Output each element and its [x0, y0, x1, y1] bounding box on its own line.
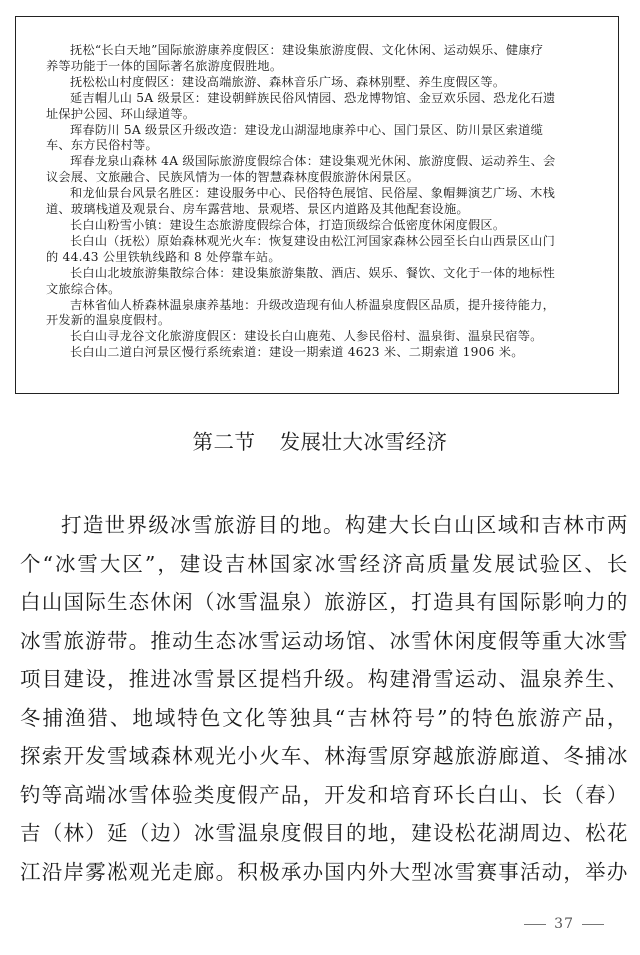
- paragraph-line: 冬捕渔猎、地域特色文化等独具“吉林符号”的特色旅游产品，: [20, 705, 628, 730]
- box-line: 议会展、文旅融合、民族风情为一体的智慧森林度假旅游休闲景区。: [46, 170, 420, 185]
- box-line: 抚松松山村度假区：建设高端旅游、森林音乐广场、森林别墅、养生度假区等。: [70, 74, 506, 89]
- section-heading: [0, 425, 640, 455]
- page-number: [516, 916, 612, 932]
- box-line: 的 44.43 公里铁轨线路和 8 处停靠车站。: [46, 249, 281, 264]
- page-number-value: 37: [554, 916, 574, 932]
- paragraph-line: 个“冰雪大区”，建设吉林国家冰雪经济高质量发展试验区、长: [20, 551, 628, 576]
- paragraph-line: 打造世界级冰雪旅游目的地。构建大长白山区域和吉林市两: [61, 513, 628, 537]
- paragraph-line: 白山国际生态休闲（冰雪温泉）旅游区，打造具有国际影响力的: [20, 590, 628, 614]
- box-line: 和龙仙景台风景名胜区：建设服务中心、民俗特色展馆、民俗屋、象帽舞演艺广场、木栈: [70, 186, 556, 201]
- box-line: 长白山（抚松）原始森林观光火车：恢复建设由松江河国家森林公园至长白山西景区山门: [70, 233, 556, 248]
- box-line: 长白山二道白河景区慢行系统索道：建设一期索道 4623 米、二期索道 1906 米。: [70, 345, 524, 360]
- box-line: 长白山北坡旅游集散综合体：建设集旅游集散、酒店、娱乐、餐饮、文化于一体的地标性: [70, 265, 556, 280]
- paragraph-line: 项目建设，推进冰雪景区提档升级。构建滑雪运动、温泉养生、: [20, 667, 628, 691]
- box-line: 抚松“长白天地”国际旅游康养度假区：建设集旅游度假、文化休闲、运动娱乐、健康疗: [70, 43, 544, 57]
- section-number: 第二节: [192, 430, 256, 454]
- box-line: 长白山粉雪小镇：建设生态旅游度假综合体，打造顶级综合低密度休闲度假区。: [70, 217, 506, 232]
- box-line: 文旅综合体。: [46, 281, 121, 296]
- paragraph-line: 江沿岸雾凇观光走廊。积极承办国内外大型冰雪赛事活动，举办: [20, 859, 628, 884]
- box-line: 吉林省仙人桥森林温泉康养基地：升级改造现有仙人桥温泉度假区品质，提升接待能力，: [70, 297, 556, 312]
- box-line: 道、玻璃栈道及观景台、房车露营地、景观塔、景区内道路及其他配套设施。: [46, 202, 469, 217]
- paragraph-line: 钓等高端冰雪体验类度假产品，开发和培育环长白山、长（春）: [20, 782, 628, 807]
- box-line: 养等功能于一体的国际著名旅游度假胜地。: [46, 58, 283, 73]
- box-line: 延吉帽儿山 5A 级景区：建设朝鲜族民俗风情园、恐龙博物馆、金豆欢乐园、恐龙化石遗: [70, 90, 556, 105]
- section-title: 发展壮大冰雪经济: [279, 430, 448, 454]
- box-line: 珲春防川 5A 级景区升级改造：建设龙山湖湿地康养中心、国门景区、防川景区索道缆: [70, 122, 544, 137]
- paragraph-line: 探索开发雪域森林观光小火车、林海雪原穿越旅游廊道、冬捕冰: [20, 744, 628, 768]
- box-line: 开发新的温泉度假村。: [46, 313, 171, 328]
- paragraph-line: 冰雪旅游带。推动生态冰雪运动场馆、冰雪休闲度假等重大冰雪: [20, 628, 628, 653]
- body-paragraph: [20, 506, 628, 891]
- project-list-box: [15, 16, 619, 394]
- box-line: 珲春龙泉山森林 4A 级国际旅游度假综合体：建设集观光休闲、旅游度假、运动养生、会: [70, 154, 556, 169]
- box-line: 址保护公园、环山绿道等。: [46, 106, 196, 121]
- box-line: 车、东方民俗村等。: [46, 138, 158, 153]
- paragraph-line: 吉（林）延（边）冰雪温泉度假目的地，建设松花湖周边、松花: [20, 821, 628, 845]
- box-line: 长白山寻龙谷文化旅游度假区：建设长白山鹿苑、人参民俗村、温泉街、温泉民宿等。: [70, 329, 543, 344]
